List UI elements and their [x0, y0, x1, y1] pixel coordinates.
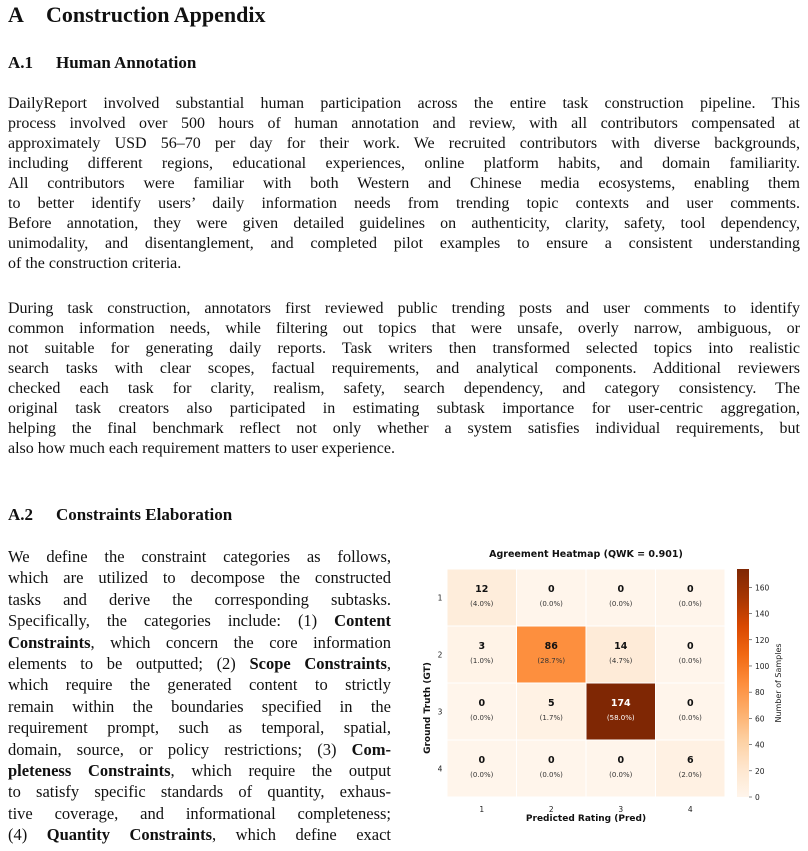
text-line: tasks and derive the corresponding subtasks.: [8, 589, 391, 609]
cell-percent-label: (28.7%): [537, 657, 566, 665]
cell-percent-label: (1.0%): [470, 657, 494, 665]
y-tick-label: 4: [437, 764, 443, 774]
term-content: Content: [334, 611, 391, 631]
cell-count-label: 6: [686, 755, 694, 766]
colorbar-label: Number of Samples: [774, 643, 783, 723]
heatmap-cell: [517, 683, 587, 740]
y-tick-label: 2: [437, 650, 443, 660]
cell-percent-label: (0.0%): [539, 600, 563, 608]
text-line: checked each task for clarity, realism, safety, search dependency, and category consistency. The: [8, 380, 800, 397]
text-line: common information needs, while filtering out topics that were unsafe, overly narrow, ambiguous, or: [8, 320, 800, 337]
colorbar-tick-label: 60: [755, 714, 765, 724]
cell-count-label: 0: [547, 584, 555, 595]
text-line: [8, 653, 391, 674]
section-heading: [8, 2, 265, 28]
text-line: requirement prompt, such as temporal, spatial,: [8, 718, 391, 738]
subsection-heading-constraints: [8, 505, 232, 525]
cell-percent-label: (0.0%): [678, 714, 702, 722]
cell-count-label: 86: [544, 641, 558, 652]
text-line: Before annotation, they were given detailed guidelines on authenticity, clarity, safety, tool dependency,: [8, 215, 800, 232]
text-line: of the construction criteria.: [8, 255, 182, 272]
term-scope: Scope Constraints: [249, 654, 387, 674]
text-run: , which concern the core information: [90, 632, 391, 652]
text-line: to better identify users’ daily information needs from trending topic contexts and user comments.: [8, 195, 800, 212]
term-quantity: Quantity Constraints: [46, 825, 213, 845]
text-line: approximately USD 56–70 per day for their work. We recruited contributors with diverse backgrounds,: [8, 135, 800, 152]
y-tick-label: 3: [437, 707, 443, 717]
y-tick-label: 1: [437, 593, 443, 603]
text-line: [8, 632, 391, 653]
x-tick-label: 2: [548, 805, 554, 814]
heatmap-cell: [586, 740, 656, 797]
text-line: DailyReport involved substantial human participation across the entire task construction pipeline. This: [8, 95, 800, 112]
cell-percent-label: (58.0%): [606, 714, 635, 722]
colorbar-tick-label: 140: [755, 609, 770, 619]
text-run: elements to be outputted; (2): [8, 654, 250, 674]
text-run: ,: [386, 654, 392, 674]
cell-count-label: 174: [610, 698, 631, 709]
heatmap-cell: [517, 569, 587, 626]
x-axis-label: Predicted Rating (Pred): [525, 814, 647, 824]
section-number: A: [8, 2, 24, 27]
text-line: [8, 760, 391, 781]
heatmap-cell: [447, 626, 517, 683]
text-run: domain, source, or policy restrictions; (3): [8, 739, 352, 759]
cell-percent-label: (0.0%): [539, 771, 563, 779]
text-run: (4): [8, 825, 47, 845]
cell-percent-label: (0.0%): [678, 657, 702, 665]
term-completeness-cont: pleteness Constraints: [8, 761, 171, 781]
cell-percent-label: (0.0%): [609, 600, 633, 608]
text-run: , which define exact: [212, 825, 392, 845]
heatmap-svg: [412, 540, 800, 830]
paragraph-human-annotation: [8, 94, 800, 274]
y-axis-label: Ground Truth (GT): [423, 662, 433, 754]
term-completeness: Com-: [351, 739, 391, 759]
heatmap-cell: [586, 569, 656, 626]
text-line: [8, 824, 391, 845]
text-line: original task creators also participated in estimating subtask importance for user-centric aggregation,: [8, 400, 800, 417]
text-line: [8, 739, 391, 760]
text-run: Specifically, the categories include: (1): [8, 611, 335, 631]
colorbar: [737, 569, 749, 797]
text-line: which require the generated content to strictly: [8, 675, 391, 695]
cell-count-label: 14: [614, 641, 628, 652]
text-line: not suitable for generating daily reports. Task writers then transformed selected topics into realistic: [8, 340, 800, 357]
text-line: unimodality, and disentanglement, and completed pilot examples to ensure a consistent understanding: [8, 235, 800, 252]
cell-count-label: 0: [686, 698, 694, 709]
text-run: , which require the output: [170, 761, 391, 781]
cell-count-label: 0: [478, 698, 486, 709]
cell-percent-label: (0.0%): [609, 771, 633, 779]
text-line: tive coverage, and informational completeness;: [8, 803, 391, 823]
cell-count-label: 0: [686, 641, 694, 652]
heatmap-cell: [517, 740, 587, 797]
cell-count-label: 0: [547, 755, 555, 766]
subsection-title: Constraints Elaboration: [56, 505, 233, 524]
cell-percent-label: (1.7%): [539, 714, 563, 722]
heatmap-cell: [447, 683, 517, 740]
heatmap-cell: [586, 626, 656, 683]
heatmap-cell: [586, 683, 656, 740]
cell-count-label: 0: [686, 584, 694, 595]
subsection-number: A.1: [8, 53, 34, 72]
text-line: which are utilized to decompose the constructed: [8, 568, 391, 588]
cell-count-label: 0: [478, 755, 486, 766]
term-content-cont: Constraints: [8, 632, 91, 652]
cell-percent-label: (4.7%): [609, 657, 633, 665]
text-line: helping the final benchmark reflect not only whether a system satisfies individual requirements, but: [8, 420, 800, 437]
subsection-title: Human Annotation: [56, 53, 197, 72]
text-line: search tasks with clear scopes, factual requirements, and analytical components. Additional reviewers: [8, 360, 800, 377]
cell-percent-label: (0.0%): [470, 771, 494, 779]
text-line: remain within the boundaries specified in the: [8, 696, 391, 716]
paragraph-constraints: [8, 546, 391, 846]
cell-percent-label: (0.0%): [470, 714, 494, 722]
heatmap-cell: [656, 569, 726, 626]
subsection-heading-human-annotation: [8, 53, 196, 73]
heatmap-cell: [656, 683, 726, 740]
chart-title: Agreement Heatmap (QWK = 0.901): [489, 549, 683, 560]
cell-count-label: 0: [617, 584, 625, 595]
heatmap-cell: [447, 569, 517, 626]
text-line: process involved over 500 hours of human annotation and review, with all contributors compensated at: [8, 115, 800, 132]
colorbar-tick-label: 120: [755, 635, 770, 645]
cell-count-label: 3: [478, 641, 486, 652]
text-line: All contributors were familiar with both Western and Chinese media ecosystems, enabling them: [8, 175, 800, 192]
heatmap-cell: [517, 626, 587, 683]
text-line: including different regions, educational experiences, online platform habits, and domain familiarity.: [8, 155, 800, 172]
colorbar-tick-label: 100: [755, 661, 770, 671]
x-tick-label: 4: [687, 805, 693, 814]
section-title: Construction Appendix: [46, 2, 266, 27]
cell-count-label: 5: [547, 698, 555, 709]
heatmap-cell: [447, 740, 517, 797]
text-line: We define the constraint categories as follows,: [8, 547, 391, 566]
text-line: During task construction, annotators first reviewed public trending posts and user comments to identify: [8, 300, 800, 317]
cell-percent-label: (4.0%): [470, 600, 494, 608]
text-line: to satisfy specific standards of quantity, exhaus-: [8, 782, 391, 802]
x-tick-label: 3: [618, 805, 624, 814]
cell-percent-label: (2.0%): [678, 771, 702, 779]
subsection-number: A.2: [8, 505, 34, 524]
cell-percent-label: (0.0%): [678, 600, 702, 608]
heatmap-cell: [656, 740, 726, 797]
colorbar-tick-label: 40: [755, 740, 765, 750]
colorbar-tick-label: 160: [755, 583, 770, 593]
cell-count-label: 12: [475, 584, 489, 595]
x-tick-label: 1: [479, 805, 485, 814]
paragraph-task-construction: [8, 299, 800, 459]
agreement-heatmap-figure: [412, 540, 800, 830]
heatmap-cell: [656, 626, 726, 683]
text-line: [8, 610, 391, 631]
colorbar-tick-label: 20: [755, 766, 765, 776]
colorbar-tick-label: 80: [755, 688, 765, 698]
colorbar-tick-label: 0: [755, 793, 760, 802]
text-line: also how much each requirement matters to user experience.: [8, 440, 395, 457]
cell-count-label: 0: [617, 755, 625, 766]
